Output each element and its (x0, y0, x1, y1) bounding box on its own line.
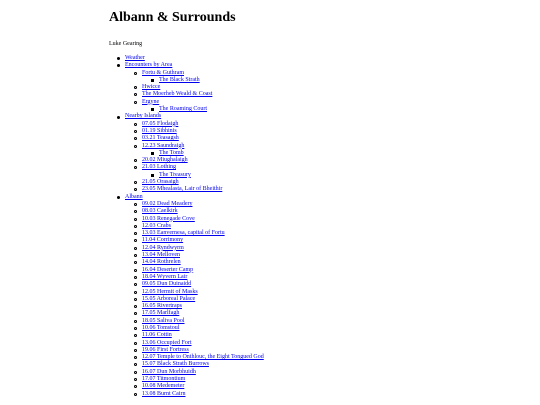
list-bullet-icon (134, 312, 137, 315)
toc-item (109, 55, 540, 62)
list-bullet-icon (134, 188, 137, 191)
toc-sublist (142, 150, 540, 157)
toc-item (125, 296, 540, 303)
list-bullet-icon (134, 239, 137, 242)
list-bullet-icon (134, 349, 137, 352)
list-bullet-icon (151, 174, 154, 177)
toc-link[interactable]: 21.05 Orasaigh (142, 179, 179, 186)
toc-sublist (125, 201, 540, 398)
toc-item (125, 383, 540, 390)
toc-link[interactable]: 09.05 Dun Duinaidd (142, 281, 192, 288)
list-bullet-icon (134, 254, 137, 257)
toc-link[interactable]: 13.03 Eanvernesa, capital of Fortu (142, 230, 225, 237)
toc-item (125, 143, 540, 158)
toc-link[interactable]: 12.03 Crabs (142, 222, 171, 229)
toc-link[interactable]: Encounters by Area (125, 62, 173, 69)
author-name: Luke Gearing (109, 41, 143, 47)
toc-link[interactable]: 13.04 Melloven (142, 252, 180, 259)
toc-item (125, 361, 540, 368)
toc-sublist (125, 121, 540, 194)
toc-link[interactable]: 07.05 Flodaigh (142, 120, 179, 127)
list-bullet-icon (134, 203, 137, 206)
toc-link[interactable]: The Moerheb Weald & Coast (142, 91, 213, 98)
list-bullet-icon (134, 72, 137, 75)
toc-link[interactable]: 15.07 Black Strath Burrows (142, 361, 209, 368)
toc-item (125, 332, 540, 339)
toc-item (125, 128, 540, 135)
toc-link[interactable]: 13.06 Occupied Fort (142, 339, 192, 346)
list-bullet-icon (134, 145, 137, 148)
toc-link[interactable]: 21.03 Lothing (142, 164, 176, 171)
toc-link[interactable]: Hwicce (142, 84, 161, 91)
list-bullet-icon (151, 79, 154, 82)
toc-item (125, 289, 540, 296)
toc-item (109, 62, 540, 113)
toc-link[interactable]: 11.04 Corrimony (142, 237, 184, 244)
toc-item (125, 252, 540, 259)
list-bullet-icon (134, 334, 137, 337)
toc-item (125, 208, 540, 215)
list-bullet-icon (134, 342, 137, 345)
toc-item (125, 274, 540, 281)
toc-link[interactable]: 23.05 Mhealasta, Lair of Bheithir (142, 186, 223, 193)
toc-item (142, 106, 540, 113)
toc-item (125, 121, 540, 128)
toc-item (109, 113, 540, 193)
toc-item (125, 347, 540, 354)
list-bullet-icon (134, 210, 137, 213)
toc-item (125, 325, 540, 332)
toc-sublist (142, 172, 540, 179)
list-bullet-icon (134, 137, 137, 140)
list-bullet-icon (134, 101, 137, 104)
toc-link[interactable]: Weather (125, 55, 145, 61)
list-bullet-icon (134, 130, 137, 133)
toc-item (125, 391, 540, 398)
toc-item (125, 267, 540, 274)
toc-link[interactable]: 03.21 Teasagsh (142, 135, 179, 142)
list-bullet-icon (151, 152, 154, 155)
toc-item (125, 303, 540, 310)
toc-item (125, 84, 540, 91)
toc-link[interactable]: 20.02 Miughalaigh (142, 157, 188, 164)
toc-link[interactable]: 18.05 Saliva Pool (142, 317, 185, 324)
toc-item (125, 157, 540, 164)
toc-item (125, 354, 540, 361)
toc-link[interactable]: 13.08 Burnt Cairn (142, 390, 186, 397)
toc-link[interactable]: 11.06 Cottin (142, 332, 172, 339)
toc-item (125, 318, 540, 325)
list-bullet-icon (134, 363, 137, 366)
list-bullet-icon (134, 320, 137, 323)
toc-item (125, 99, 540, 114)
toc-link[interactable]: 18.04 Wyvern Lair (142, 273, 188, 280)
toc-sublist (142, 106, 540, 113)
list-bullet-icon (134, 269, 137, 272)
toc-link[interactable]: 10.08 Medemeter (142, 383, 185, 390)
list-bullet-icon (134, 261, 137, 264)
toc-item (125, 281, 540, 288)
toc-item (125, 310, 540, 317)
page-title: Albann & Surrounds (109, 10, 236, 25)
toc-item (125, 340, 540, 347)
toc-item (109, 194, 540, 398)
toc-link[interactable]: 12.23 Saundraigh (142, 142, 185, 149)
toc-sublist (142, 77, 540, 84)
list-bullet-icon (134, 276, 137, 279)
toc-item (125, 70, 540, 85)
list-bullet-icon (134, 327, 137, 330)
toc-item (142, 77, 540, 84)
toc-link[interactable]: 09.02 Dead Meadery (142, 200, 193, 207)
toc-item (125, 201, 540, 208)
toc-item (142, 172, 540, 179)
toc-link[interactable]: 08.03 Caelkirk (142, 208, 178, 215)
toc-link[interactable]: The Black Strath (159, 76, 200, 83)
toc-item (125, 186, 540, 193)
toc-item (125, 135, 540, 142)
list-bullet-icon (134, 283, 137, 286)
list-bullet-icon (134, 298, 137, 301)
toc-item (125, 376, 540, 383)
list-bullet-icon (134, 159, 137, 162)
toc-link[interactable]: 10.03 Renegade Cove (142, 215, 195, 222)
toc-link[interactable]: The Roaming Court (159, 106, 207, 113)
list-bullet-icon (134, 291, 137, 294)
toc-item (125, 237, 540, 244)
list-bullet-icon (134, 123, 137, 126)
list-bullet-icon (134, 356, 137, 359)
toc-link[interactable]: 17.07 Titmontium (142, 376, 186, 383)
toc-link[interactable]: Albann (125, 193, 143, 200)
list-bullet-icon (117, 64, 120, 67)
toc-item (125, 216, 540, 223)
toc-link[interactable]: 10.06 Tomstoul (142, 324, 180, 331)
toc-item (125, 259, 540, 266)
list-bullet-icon (134, 181, 137, 184)
toc-link[interactable]: 01.19 Sibhinis (142, 127, 177, 134)
list-bullet-icon (117, 57, 120, 60)
toc-link[interactable]: 14.04 Rothrelen (142, 259, 181, 266)
toc-link[interactable]: 17.05 Marlfagh (142, 310, 180, 317)
toc-item (125, 245, 540, 252)
toc-link[interactable]: Nearby Islands (125, 113, 162, 120)
toc-link[interactable]: 16.07 Dun Morbhuidh (142, 368, 196, 375)
table-of-contents (109, 55, 540, 398)
toc-item (125, 164, 540, 179)
toc-sublist (125, 70, 540, 114)
toc-link[interactable]: 16.04 Deserter Camp (142, 266, 194, 273)
list-bullet-icon (151, 108, 154, 111)
list-bullet-icon (134, 166, 137, 169)
toc-item (125, 369, 540, 376)
toc-link[interactable]: The Treasury (159, 171, 191, 178)
toc-link[interactable]: 15.05 Arboreal Palace (142, 295, 196, 302)
list-bullet-icon (134, 305, 137, 308)
list-bullet-icon (117, 196, 120, 199)
list-bullet-icon (134, 93, 137, 96)
toc-link[interactable]: Ergyne (142, 98, 160, 105)
list-bullet-icon (134, 225, 137, 228)
toc-link[interactable]: 12.05 Hermit of Masks (142, 288, 198, 295)
list-bullet-icon (134, 247, 137, 250)
list-bullet-icon (134, 218, 137, 221)
toc-link[interactable]: Fortu & Guthram (142, 69, 184, 76)
toc-link[interactable]: 16.05 Rivertraps (142, 303, 182, 310)
toc-item (125, 230, 540, 237)
toc-link[interactable]: 12.04 Ryndwyrm (142, 244, 184, 251)
toc-link[interactable]: The Tomb (159, 149, 184, 156)
list-bullet-icon (134, 378, 137, 381)
toc-item (125, 91, 540, 98)
toc-link[interactable]: 19.06 First Fortress (142, 346, 189, 353)
toc-item (142, 150, 540, 157)
list-bullet-icon (134, 86, 137, 89)
list-bullet-icon (134, 232, 137, 235)
toc-link[interactable]: 12.07 Temple to Onthlouc, the Eight Tongued God (142, 354, 264, 361)
list-bullet-icon (134, 385, 137, 388)
list-bullet-icon (134, 371, 137, 374)
list-bullet-icon (117, 116, 120, 119)
list-bullet-icon (134, 393, 137, 396)
